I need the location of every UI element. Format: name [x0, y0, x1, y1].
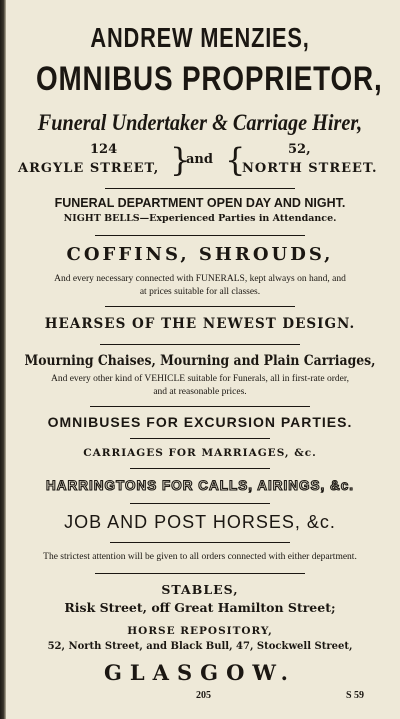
- attention-line: The strictest attention will be given to all orders connected with either department.: [43, 552, 357, 562]
- right-brace: {: [225, 141, 246, 179]
- night-bells-line: NIGHT BELLS—Experienced Parties in Attendance.: [63, 213, 337, 224]
- business-subtitle: Funeral Undertaker & Carriage Hirer,: [37, 110, 363, 135]
- mourning-line-2: and at reasonable prices.: [153, 387, 247, 397]
- funeral-department-heading: FUNERAL DEPARTMENT OPEN DAY AND NIGHT.: [54, 196, 346, 210]
- stables-heading: STABLES,: [161, 582, 239, 597]
- hearses-heading: HEARSES OF THE NEWEST DESIGN.: [44, 316, 356, 332]
- carriages-heading: CARRIAGES FOR MARRIAGES, &c.: [83, 447, 317, 459]
- mourning-heading: Mourning Chaises, Mourning and Plain Carriages,: [24, 353, 376, 369]
- divider: [95, 573, 305, 574]
- horse-repository-address: 52, North Street, and Black Bull, 47, Stockwell Street,: [47, 641, 353, 652]
- left-street-number: 124: [90, 142, 118, 157]
- mourning-line-1: And every other kind of VEHICLE suitable for Funerals, all in first-rate order,: [50, 374, 350, 384]
- coffins-shrouds-heading: COFFINS, SHROUDS,: [66, 244, 334, 265]
- left-brace: }: [170, 141, 191, 179]
- harringtons-heading: HARRINGTONS FOR CALLS, AIRINGS, &c.: [45, 478, 354, 493]
- divider: [130, 468, 270, 469]
- divider: [90, 406, 310, 407]
- proprietor-name: ANDREW MENZIES,: [90, 22, 310, 53]
- divider: [110, 542, 290, 543]
- divider: [100, 344, 300, 345]
- page-number: 205: [196, 690, 211, 701]
- divider: [105, 188, 295, 189]
- stables-address: Risk Street, off Great Hamilton Street;: [64, 600, 336, 615]
- coffins-line-2: at prices suitable for all classes.: [139, 287, 261, 297]
- city-name: GLASGOW.: [103, 660, 296, 685]
- omnibuses-heading: OMNIBUSES FOR EXCURSION PARTIES.: [47, 414, 353, 430]
- right-street-name: NORTH STREET.: [242, 161, 378, 176]
- divider: [95, 235, 305, 236]
- right-street-number: 52,: [288, 142, 311, 157]
- divider: [130, 503, 270, 504]
- signature-mark: S 59: [346, 690, 365, 701]
- business-title: OMNIBUS PROPRIETOR,: [36, 60, 383, 98]
- divider: [105, 306, 295, 307]
- divider: [130, 438, 270, 439]
- job-post-horses-heading: JOB AND POST HORSES, &c.: [64, 512, 336, 532]
- coffins-line-1: And every necessary connected with FUNERALS, kept always on hand, and: [54, 274, 346, 284]
- horse-repository-heading: HORSE REPOSITORY,: [127, 625, 273, 637]
- address-block: [10, 142, 390, 182]
- address-connector: and: [186, 152, 213, 167]
- left-street-name: ARGYLE STREET,: [18, 161, 160, 176]
